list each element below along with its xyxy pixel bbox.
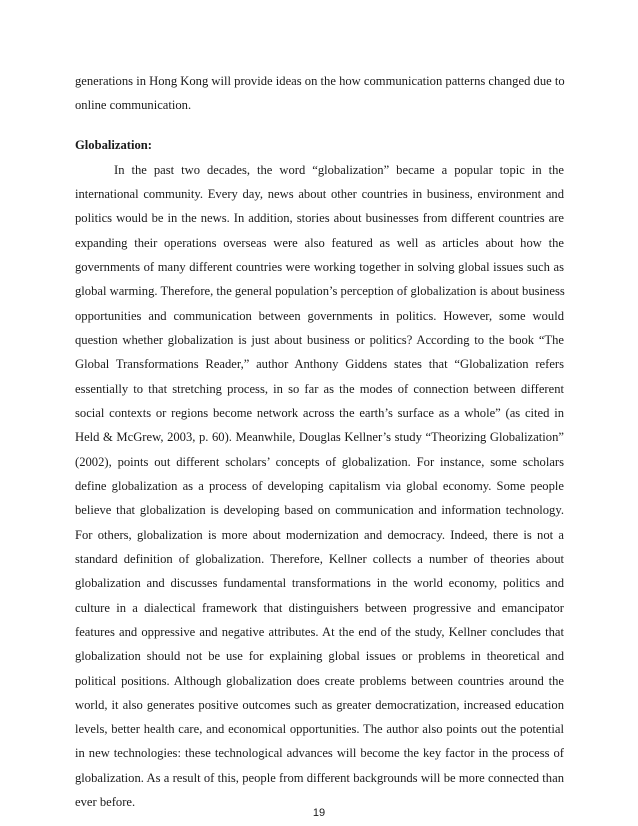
paragraph-line: define globalization as a process of developing capitalism via global economy. Some people — [75, 479, 564, 493]
paragraph-line: believe that globalization is developing based on communication and information technology. — [75, 503, 564, 517]
paragraph-line: standard definition of globalization. Therefore, Kellner collects a number of theories about — [75, 552, 564, 566]
page-number: 19 — [312, 807, 326, 819]
paragraph-line: question whether globalization is just about business or politics? According to the book “The — [75, 333, 564, 347]
intro-line-2: online communication. — [75, 98, 192, 112]
paragraph-line: Global Transformations Reader,” author Anthony Giddens states that “Globalization refers — [75, 357, 564, 371]
paragraph-line: politics would be in the news. In addition, stories about businesses from different countries are — [75, 211, 564, 225]
paragraph-line: world, it also generates positive outcomes such as greater democratization, increased education — [75, 698, 564, 712]
paragraph-line: globalization and discusses fundamental transformations in the world economy, politics and — [75, 576, 564, 590]
paragraph-line: features and oppressive and negative attributes. At the end of the study, Kellner concludes that — [75, 625, 564, 639]
paragraph-line: expanding their operations overseas were also featured as well as articles about how the — [75, 236, 564, 250]
paragraph-line: globalization should not be use for explaining global issues or problems in theoretical and — [75, 649, 564, 663]
paragraph-line: international community. Every day, news about other countries in business, environment and — [75, 187, 564, 201]
paragraph-line: in new technologies: these technological advances will become the key factor in the process of — [75, 746, 564, 760]
paragraph-line: social contexts or regions become network across the earth’s surface as a whole” (as cited in — [75, 406, 564, 420]
paragraph-line: Held & McGrew, 2003, p. 60). Meanwhile, Douglas Kellner’s study “Theorizing Globalization” — [75, 430, 564, 444]
paragraph-line: ever before. — [75, 795, 136, 809]
paragraph-line: governments of many different countries were working together in solving global issues such as — [75, 260, 564, 274]
intro-line-1: generations in Hong Kong will provide ideas on the how communication patterns changed due to — [75, 74, 565, 88]
paragraph-line: culture in a dialectical framework that distinguishers between progressive and emancipator — [75, 601, 564, 615]
section-heading: Globalization: — [75, 138, 152, 152]
paragraph-line: global warming. Therefore, the general population’s perception of globalization is about business — [75, 284, 565, 298]
paragraph-line: In the past two decades, the word “globalization” became a popular topic in the — [114, 163, 564, 177]
paragraph-line: essentially to that stretching process, in so far as the modes of connection between different — [75, 382, 564, 396]
paragraph-line: globalization. As a result of this, people from different backgrounds will be more connected than — [75, 771, 564, 785]
paragraph-line: For others, globalization is more about modernization and democracy. Indeed, there is not a — [75, 528, 564, 542]
paragraph-line: levels, better health care, and economical opportunities. The author also points out the potential — [75, 722, 564, 736]
paragraph-line: opportunities and communication between governments in politics. However, some would — [75, 309, 564, 323]
paragraph-line: political positions. Although globalization does create problems between countries around the — [75, 674, 564, 688]
paragraph-line: (2002), points out different scholars’ concepts of globalization. For instance, some scholars — [75, 455, 564, 469]
